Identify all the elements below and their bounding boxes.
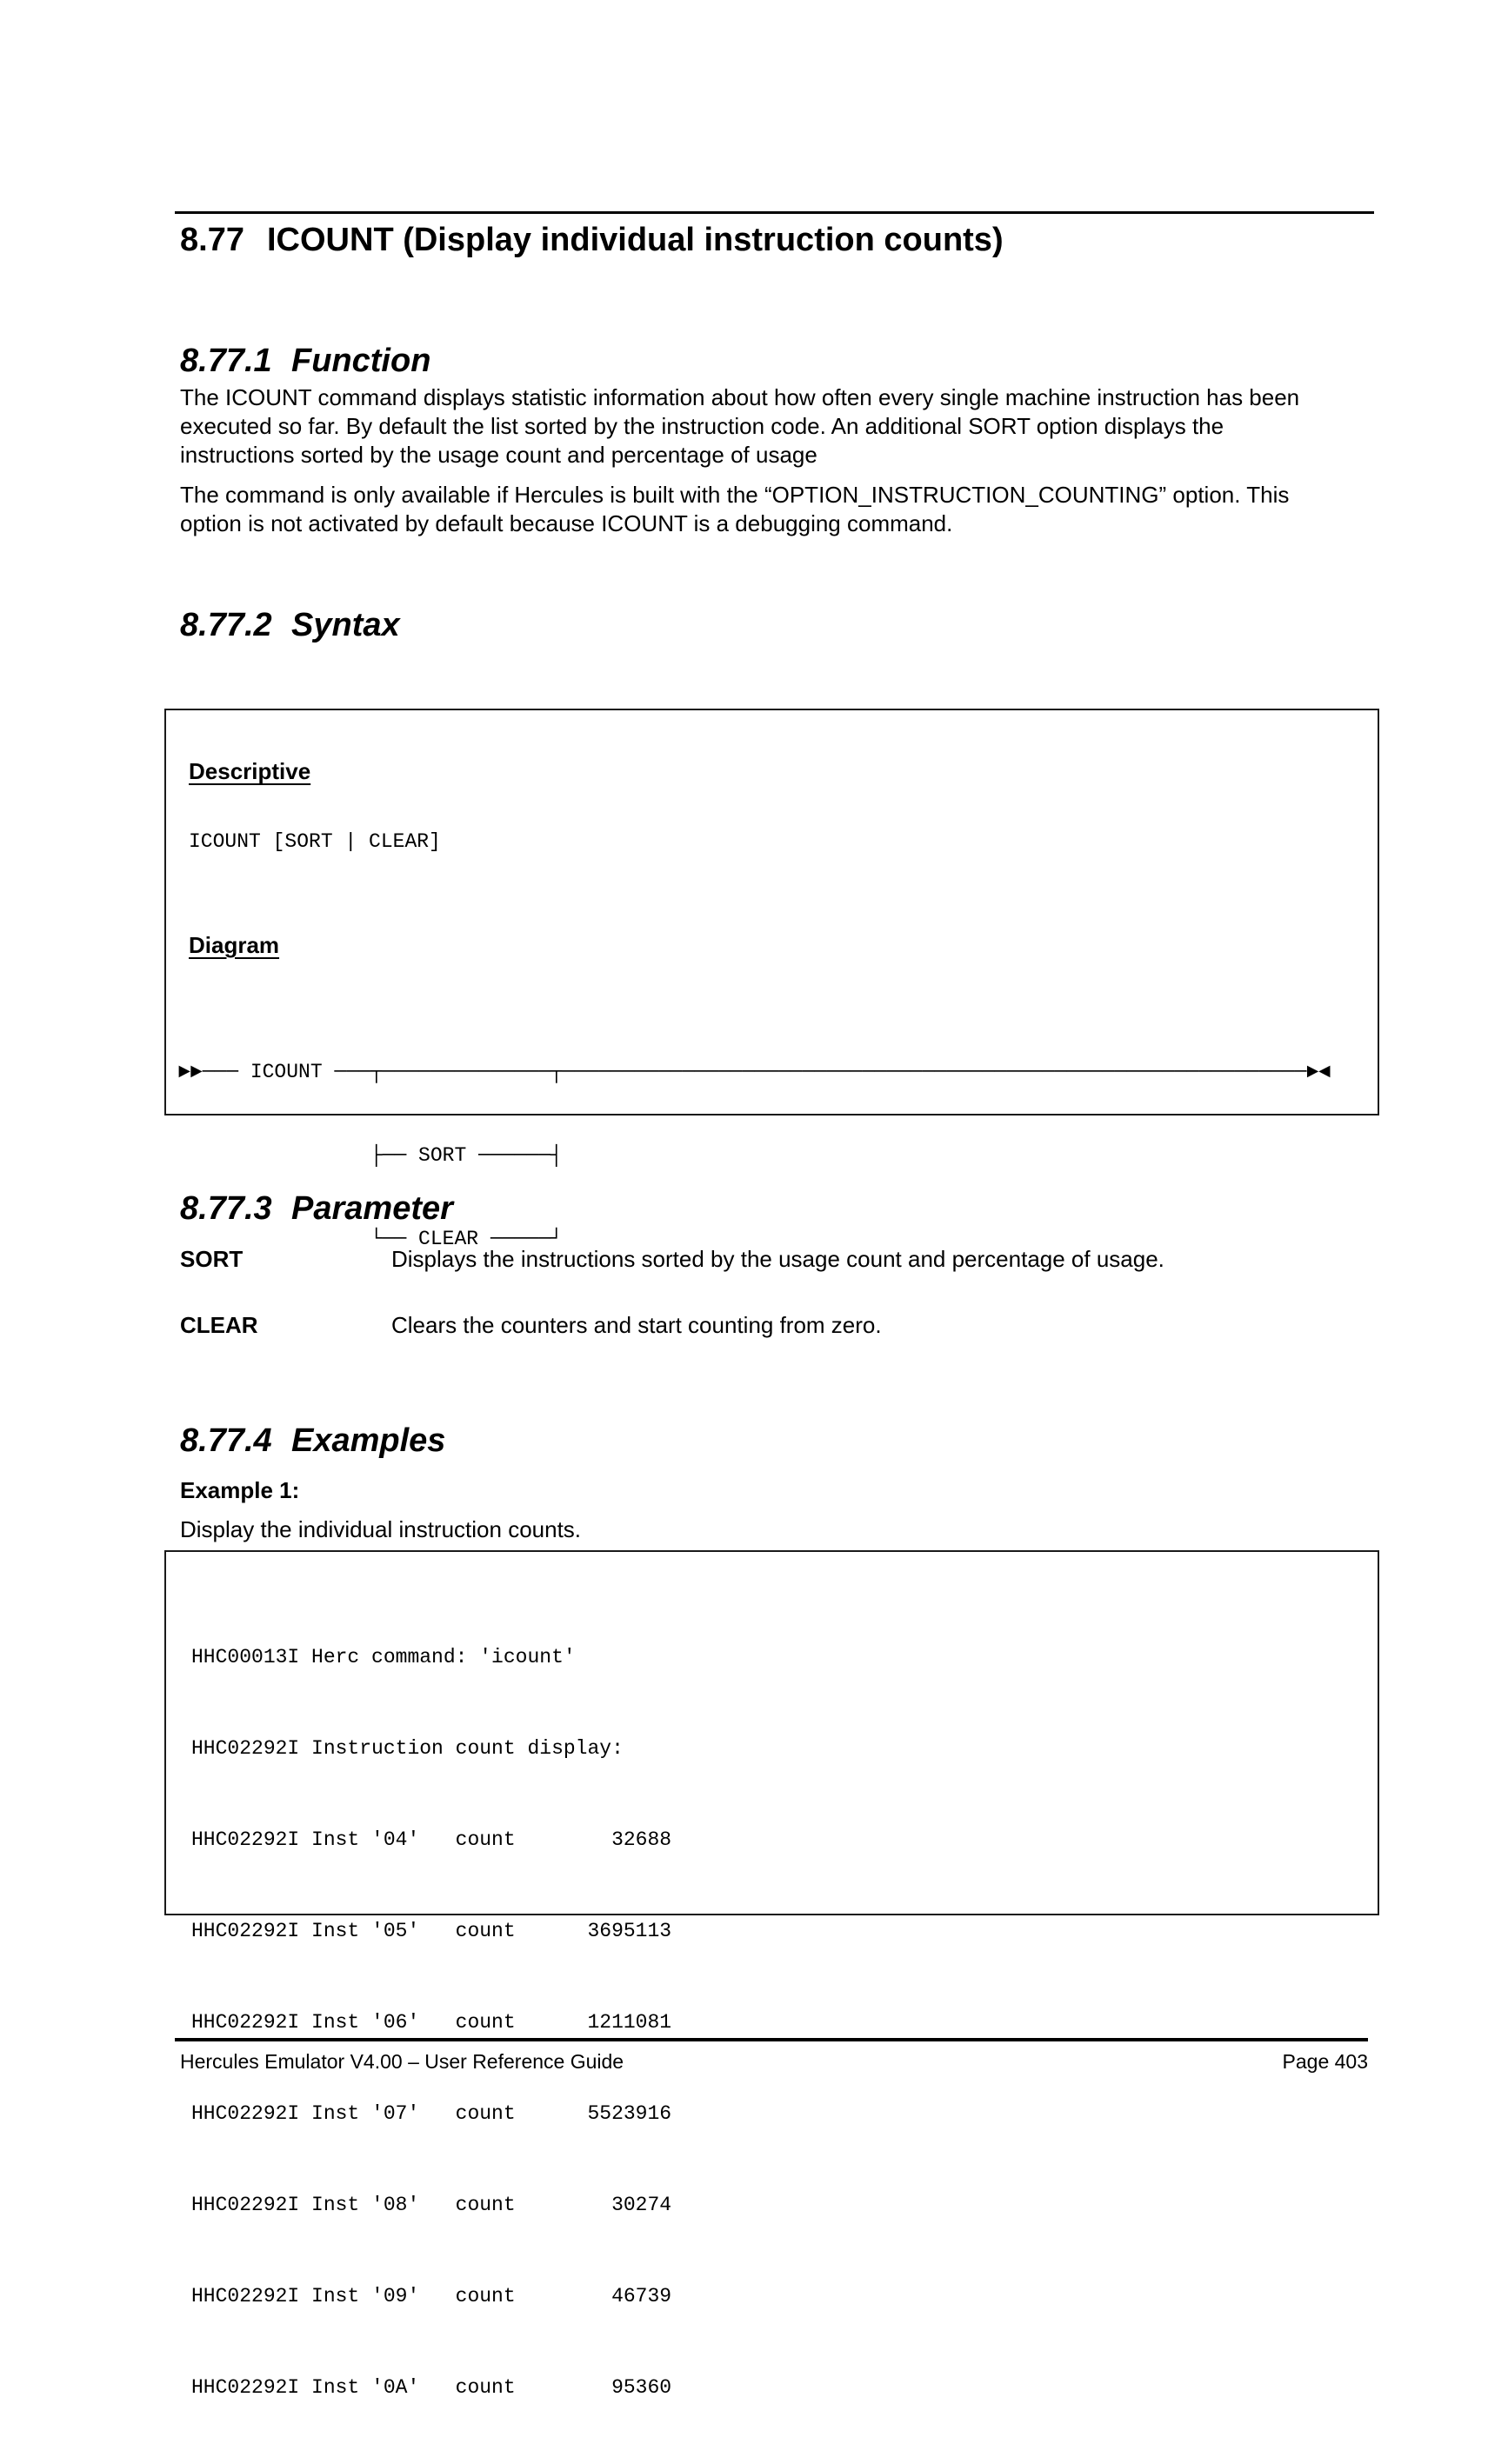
parameter-description: Displays the instructions sorted by the usage count and percentage of usage. bbox=[391, 1246, 1164, 1272]
subsection-heading-function bbox=[180, 342, 430, 380]
diagram-line-clear: └── CLEAR ─────┘ bbox=[178, 1228, 563, 1250]
console-line: HHC00013I Herc command: 'icount' bbox=[191, 1646, 576, 1668]
footer-page-number: Page 403 bbox=[1282, 2050, 1368, 2073]
section-heading bbox=[180, 221, 1004, 259]
footer-rule bbox=[175, 2038, 1368, 2041]
subsection-number: 8.77.4 bbox=[180, 1422, 272, 1459]
console-line: HHC02292I Inst '04' count 32688 bbox=[191, 1828, 672, 1851]
footer-document-title: Hercules Emulator V4.00 – User Reference Guide bbox=[180, 2050, 624, 2073]
console-line: HHC02292I Inst '06' count 1211081 bbox=[191, 2011, 672, 2034]
syntax-descriptive-code: ICOUNT [SORT | CLEAR] bbox=[189, 830, 441, 853]
function-paragraph-1: The ICOUNT command displays statistic information about how often every single machine instruction has been executed so far. By default the list sorted by the instruction code. An additional SORT option displays the instructions sorted by the usage count and percentage of usage bbox=[180, 384, 1300, 468]
subsection-heading-parameter bbox=[180, 1189, 453, 1228]
subsection-title: Parameter bbox=[291, 1190, 453, 1227]
console-line: HHC02292I Instruction count display: bbox=[191, 1737, 624, 1760]
example-1-intro: Display the individual instruction counts. bbox=[180, 1516, 582, 1542]
diagram-line-sort: ├── SORT ──────┤ bbox=[178, 1144, 563, 1167]
diagram-label: Diagram bbox=[189, 932, 280, 958]
subsection-number: 8.77.1 bbox=[180, 343, 272, 379]
console-output bbox=[191, 1582, 671, 2464]
function-paragraph-2: The command is only available if Hercules is built with the “OPTION_INSTRUCTION_COUNTING” option. This option is not activated by default because ICOUNT is a debugging command. bbox=[180, 482, 1290, 536]
subsection-title: Examples bbox=[291, 1422, 446, 1459]
descriptive-label: Descriptive bbox=[189, 758, 311, 784]
section-number: 8.77 bbox=[180, 222, 244, 258]
subsection-title: Function bbox=[291, 343, 431, 379]
console-line: HHC02292I Inst '05' count 3695113 bbox=[191, 1920, 672, 1942]
subsection-heading-syntax bbox=[180, 606, 400, 644]
console-line: HHC02292I Inst '08' count 30274 bbox=[191, 2194, 672, 2216]
diagram-line-main: ►►─── ICOUNT ───┬──────────────┬──────────────────────────────────────────────────────────────►◄ bbox=[178, 1061, 1331, 1083]
parameter-row-clear bbox=[180, 1311, 1337, 1340]
parameter-name: SORT bbox=[180, 1246, 244, 1272]
page-footer bbox=[180, 2048, 1368, 2074]
parameter-name: CLEAR bbox=[180, 1312, 258, 1338]
subsection-number: 8.77.2 bbox=[180, 607, 272, 643]
subsection-heading-examples bbox=[180, 1422, 445, 1460]
console-line: HHC02292I Inst '07' count 5523916 bbox=[191, 2102, 672, 2125]
example-1-label: Example 1: bbox=[180, 1477, 300, 1503]
section-title: ICOUNT (Display individual instruction counts) bbox=[267, 222, 1004, 258]
console-line: HHC02292I Inst '0A' count 95360 bbox=[191, 2376, 672, 2399]
subsection-number: 8.77.3 bbox=[180, 1190, 272, 1227]
subsection-title: Syntax bbox=[291, 607, 400, 643]
heading-top-rule bbox=[175, 211, 1374, 214]
parameter-row-sort bbox=[180, 1245, 1337, 1274]
parameter-description: Clears the counters and start counting from zero. bbox=[391, 1312, 882, 1338]
console-line: HHC02292I Inst '09' count 46739 bbox=[191, 2285, 672, 2308]
